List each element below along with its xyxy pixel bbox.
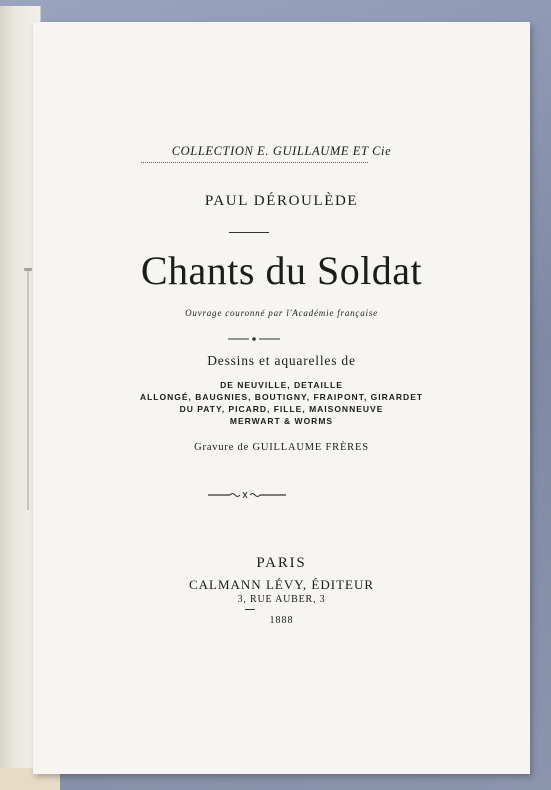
engraving-credit: Gravure de GUILLAUME FRÈRES	[194, 442, 369, 453]
binding-stitch	[27, 270, 29, 510]
author-separator-rule	[229, 232, 269, 233]
author-name: PAUL DÉROULÈDE	[204, 193, 359, 209]
artist-line: DE NEUVILLE, DETAILLE	[220, 380, 343, 390]
year-separator-rule	[245, 609, 255, 610]
drawings-intro: Dessins et aquarelles de	[207, 353, 356, 368]
book-title: Chants du Soldat	[140, 248, 423, 293]
binding-thread-knot	[24, 268, 32, 271]
small-ornament-icon	[226, 335, 282, 343]
collection-line: COLLECTION E. GUILLAUME ET Cie	[171, 144, 392, 158]
publication-year: 1888	[269, 615, 294, 626]
artist-line: ALLONGÉ, BAUGNIES, BOUTIGNY, FRAIPONT, GIRARDET	[139, 392, 424, 402]
decorative-ornament-icon	[206, 490, 288, 500]
collection-dotted-rule	[141, 162, 368, 163]
publication-city: PARIS	[256, 555, 307, 571]
publisher-address: 3, RUE AUBER, 3	[237, 594, 326, 605]
publisher-name: CALMANN LÉVY, ÉDITEUR	[188, 577, 375, 592]
award-note: Ouvrage couronné par l'Académie française	[185, 308, 378, 318]
artists-list	[33, 379, 530, 427]
artist-line: MERWART & WORMS	[229, 416, 334, 426]
artist-line: DU PATY, PICARD, FILLE, MAISONNEUVE	[179, 404, 384, 414]
